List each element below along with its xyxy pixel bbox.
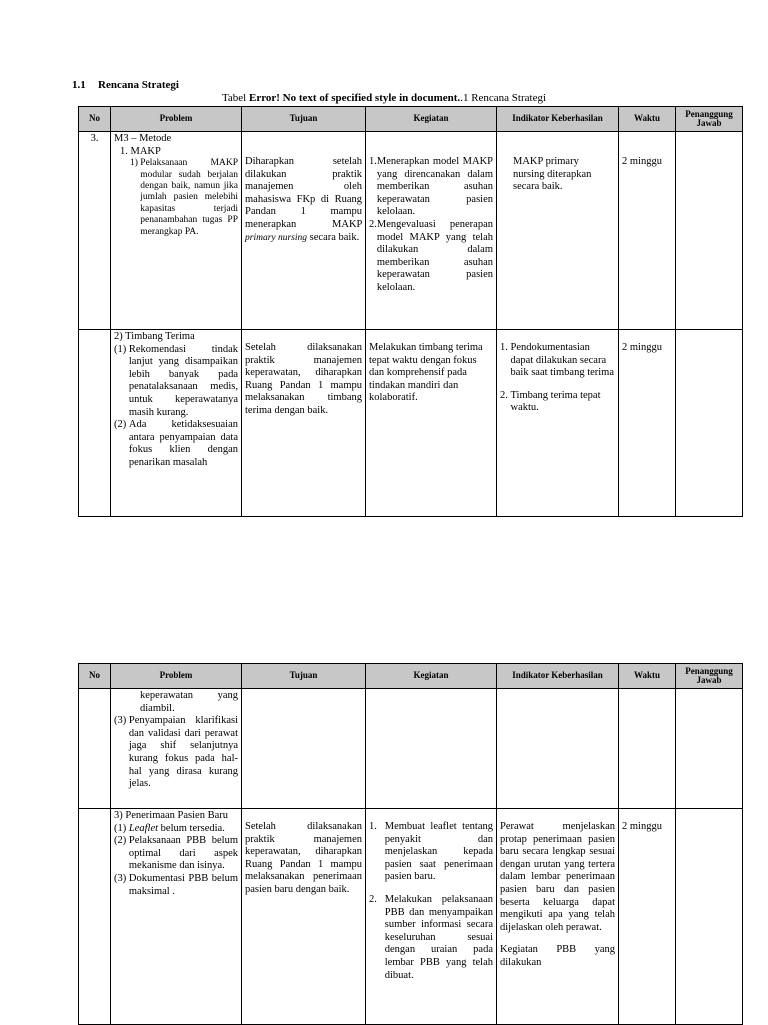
problem-item bbox=[114, 419, 238, 469]
kegiatan-item bbox=[369, 821, 493, 884]
item-text: Pendokumentasian dapat dilakukan secara baik saat timbang terima bbox=[510, 342, 615, 379]
kegiatan-item bbox=[369, 219, 493, 295]
item-marker: 2. bbox=[369, 218, 377, 230]
item-marker: (3) bbox=[114, 715, 129, 727]
pj-cell bbox=[676, 809, 743, 1025]
header-indikator: Indikator Keberhasilan bbox=[497, 107, 619, 132]
tujuan-text: Diharapkan setelah dilakukan praktik manajemen oleh mahasiswa FKp di Ruang Pandan 1 mampu menerapkan MAKP bbox=[245, 156, 362, 230]
indikator-cell bbox=[497, 330, 619, 517]
pj-cell bbox=[676, 330, 743, 517]
header-no: No bbox=[79, 664, 111, 689]
item-text: Rekomendasi tindak lanjut yang disampaikan lebih banyak pada penatalaksanaan medis, untuk keperawatanya masih kurang. bbox=[128, 343, 238, 418]
item-text: Timbang terima tepat waktu. bbox=[510, 389, 601, 414]
kegiatan-cell bbox=[366, 689, 497, 809]
item-text bbox=[129, 823, 238, 836]
item-text: Dokumentasi PBB belum maksimal . bbox=[128, 872, 238, 897]
item-marker: (2) bbox=[114, 419, 129, 431]
row-number bbox=[79, 689, 111, 809]
item-marker: 1. bbox=[369, 156, 377, 167]
kegiatan-cell bbox=[366, 132, 497, 330]
indikator-paragraph: Perawat menjelaskan protap penerimaan pasien baru secara lengkap sesuai dengan urutan yang tertera dalam lembar penerimaan pasien baru dan pasien beserta keluarga dapat mengikuti apa yang telah dijelaskan oleh perawat. bbox=[500, 821, 615, 933]
tujuan-cell: Setelah dilaksanakan praktik manajemen keperawatan, diharapkan Ruang Pandan 1 mampu melaksanakan penerimaan pasien baru dengan baik. bbox=[242, 809, 366, 1025]
strategy-table-1 bbox=[78, 106, 743, 517]
item-marker: (2) bbox=[114, 835, 129, 847]
item-marker: 1) bbox=[130, 158, 141, 169]
header-indikator: Indikator Keberhasilan bbox=[497, 664, 619, 689]
header-waktu: Waktu bbox=[619, 664, 676, 689]
tujuan-end: secara baik. bbox=[309, 231, 360, 243]
header-kegiatan: Kegiatan bbox=[366, 107, 497, 132]
item-text: Mengevaluasi penerapan model MAKP yang telah dilakukan dalam memberikan asuhan keperawatan pasien kelolaan. bbox=[376, 218, 493, 293]
item-marker: (1) bbox=[114, 822, 129, 834]
problem-item bbox=[114, 715, 238, 791]
item-marker: 1. bbox=[500, 342, 511, 353]
waktu-cell: 2 minggu bbox=[619, 132, 676, 330]
waktu-cell bbox=[619, 689, 676, 809]
table-row bbox=[79, 809, 743, 1025]
problem-cell bbox=[111, 689, 242, 809]
waktu-cell: 2 minggu bbox=[619, 809, 676, 1025]
header-kegiatan: Kegiatan bbox=[366, 664, 497, 689]
section-title: Rencana Strategi bbox=[98, 79, 179, 91]
indikator-cell bbox=[497, 689, 619, 809]
header-tujuan: Tujuan bbox=[242, 664, 366, 689]
header-waktu: Waktu bbox=[619, 107, 676, 132]
problem-cell bbox=[111, 809, 242, 1025]
table-header-row bbox=[79, 664, 743, 689]
indikator-paragraph: Kegiatan PBB yang dilakukan bbox=[500, 944, 615, 968]
item-marker: 1. bbox=[369, 821, 385, 832]
item-marker: (3) bbox=[114, 872, 129, 884]
table-row bbox=[79, 689, 743, 809]
item-text: Penyampaian klarifikasi dan validasi dari perawat jaga shif selanjutnya kurang fokus pada hal-hal yang dirasa kurang jelas. bbox=[128, 715, 238, 790]
item-text: Pelaksanaan MAKP modular sudah berjalan dengan baik, namun jika jumlah pasien melebihi kapasitas terjadi penanambahan tugas PP merangkap PA. bbox=[140, 158, 238, 237]
tujuan-italic: primary nursing bbox=[245, 232, 308, 243]
problem-item bbox=[114, 835, 238, 873]
item-italic: Leaflet bbox=[128, 822, 159, 834]
caption-prefix: Tabel bbox=[221, 92, 249, 104]
indikator-cell bbox=[497, 809, 619, 1025]
indikator-cell: MAKP primary nursing diterapkan secara baik. bbox=[497, 132, 619, 330]
item-text: Pelaksanaan PBB belum optimal dari aspek mekanisme dan isinya. bbox=[128, 835, 238, 872]
item-text-rest: belum tersedia. bbox=[158, 822, 225, 834]
row-number bbox=[79, 330, 111, 517]
problem-title: 2) Timbang Terima bbox=[114, 331, 195, 342]
problem-continued: keperawatan yang diambil. bbox=[140, 690, 238, 714]
problem-title: M3 – Metode bbox=[114, 133, 172, 144]
problem-cell bbox=[111, 330, 242, 517]
problem-sub: 1. MAKP bbox=[120, 145, 161, 157]
problem-item bbox=[114, 344, 238, 420]
problem-title: 3) Penerimaan Pasien Baru bbox=[114, 810, 229, 821]
caption-error: Error! No text of specified style in document. bbox=[248, 92, 461, 104]
table-row bbox=[79, 330, 743, 517]
tujuan-cell bbox=[242, 689, 366, 809]
problem-item bbox=[114, 158, 238, 238]
problem-item bbox=[114, 823, 238, 836]
header-no: No bbox=[79, 107, 111, 132]
header-problem: Problem bbox=[111, 107, 242, 132]
indikator-item bbox=[500, 390, 615, 415]
tujuan-cell: Setelah dilaksanakan praktik manajemen keperawatan, diharapkan Ruang Pandan 1 mampu melaksanakan timbang terima dengan baik. bbox=[242, 330, 366, 517]
pj-cell bbox=[676, 689, 743, 809]
table-header-row bbox=[79, 107, 743, 132]
header-problem: Problem bbox=[111, 664, 242, 689]
section-number: 1.1 bbox=[72, 79, 86, 91]
item-marker: (1) bbox=[114, 343, 129, 355]
header-tujuan: Tujuan bbox=[242, 107, 366, 132]
header-penanggung-jawab: Penanggung Jawab bbox=[676, 107, 743, 132]
tujuan-cell bbox=[242, 132, 366, 330]
row-number bbox=[79, 809, 111, 1025]
kegiatan-item bbox=[369, 894, 493, 982]
kegiatan-item bbox=[369, 156, 493, 219]
strategy-table-2 bbox=[78, 663, 743, 1025]
waktu-cell: 2 minggu bbox=[619, 330, 676, 517]
table-row bbox=[79, 132, 743, 330]
problem-item bbox=[114, 873, 238, 898]
section-heading bbox=[72, 79, 179, 91]
row-number: 3. bbox=[79, 132, 111, 330]
item-marker: 2. bbox=[500, 389, 511, 401]
caption-suffix: .1 Rencana Strategi bbox=[460, 92, 547, 104]
kegiatan-cell bbox=[366, 809, 497, 1025]
table-caption bbox=[0, 92, 768, 104]
item-text: Membuat leaflet tentang penyakit dan menjelaskan kepada pasien saat penerimaan pasien baru. bbox=[384, 821, 493, 883]
header-penanggung-jawab: Penanggung Jawab bbox=[676, 664, 743, 689]
indikator-item bbox=[500, 342, 615, 380]
kegiatan-cell: Melakukan timbang terima tepat waktu dengan fokus dan komprehensif pada tindakan mandiri dan kolaboratif. bbox=[366, 330, 497, 517]
item-text: Ada ketidaksesuaian antara penyampaian data fokus klien dengan penarikan masalah bbox=[128, 419, 238, 468]
problem-cell bbox=[111, 132, 242, 330]
item-marker: 2. bbox=[369, 893, 385, 905]
item-text: Menerapkan model MAKP yang direncanakan dalam memberikan asuhan keperawatan pasien kelolaan. bbox=[376, 156, 493, 218]
pj-cell bbox=[676, 132, 743, 330]
item-text: Melakukan pelaksanaan PBB dan menyampaikan sumber informasi secara keseluruhan sesuai dengan uraian pada lembar PBB yang telah dibuat. bbox=[384, 893, 493, 981]
